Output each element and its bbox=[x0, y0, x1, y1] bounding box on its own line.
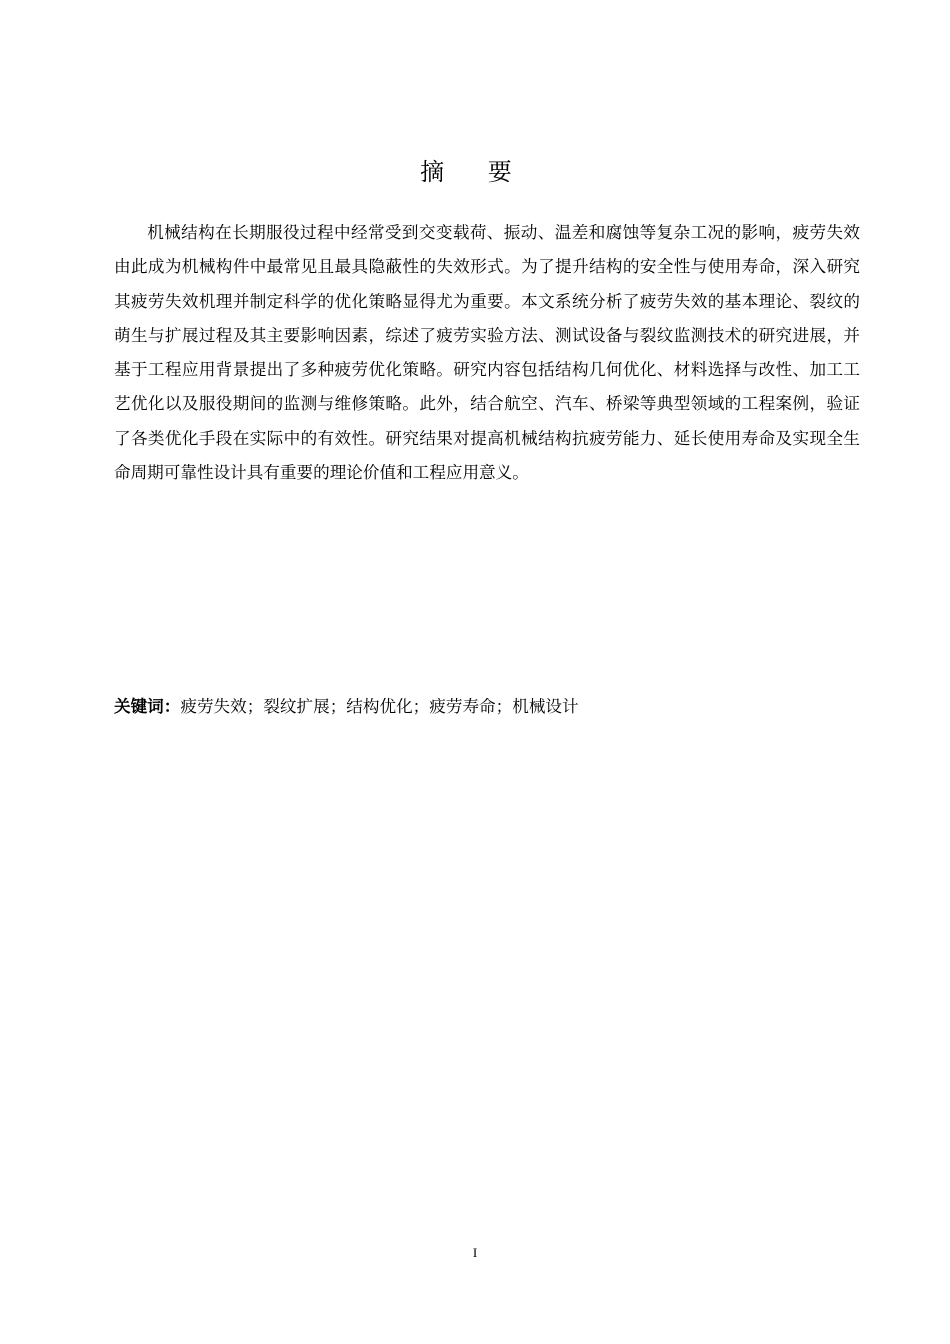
abstract-body: 机械结构在长期服役过程中经常受到交变载荷、振动、温差和腐蚀等复杂工况的影响，疲劳失效由此成为机械构件中最常见且最具隐蔽性的失效形式。为了提升结构的安全性与使用寿命，深入研究其疲劳失效机理并制定科学的优化策略显得尤为重要。本文系统分析了疲劳失效的基本理论、裂纹的萌生与扩展过程及其主要影响因素，综述了疲劳实验方法、测试设备与裂纹监测技术的研究进展，并基于工程应用背景提出了多种疲劳优化策略。研究内容包括结构几何优化、材料选择与改性、加工工艺优化以及服役期间的监测与维修策略。此外，结合航空、汽车、桥梁等典型领域的工程案例，验证了各类优化手段在实际中的有效性。研究结果对提高机械结构抗疲劳能力、延长使用寿命及实现全生命周期可靠性设计具有重要的理论价值和工程应用意义。 bbox=[114, 223, 860, 483]
abstract-title: 摘 要 bbox=[420, 158, 530, 186]
keywords-label: 关键词： bbox=[114, 697, 181, 716]
page-number: I bbox=[472, 1245, 478, 1260]
keywords-line bbox=[114, 690, 860, 724]
keywords-list: 疲劳失效；裂纹扩展；结构优化；疲劳寿命；机械设计 bbox=[180, 697, 579, 716]
